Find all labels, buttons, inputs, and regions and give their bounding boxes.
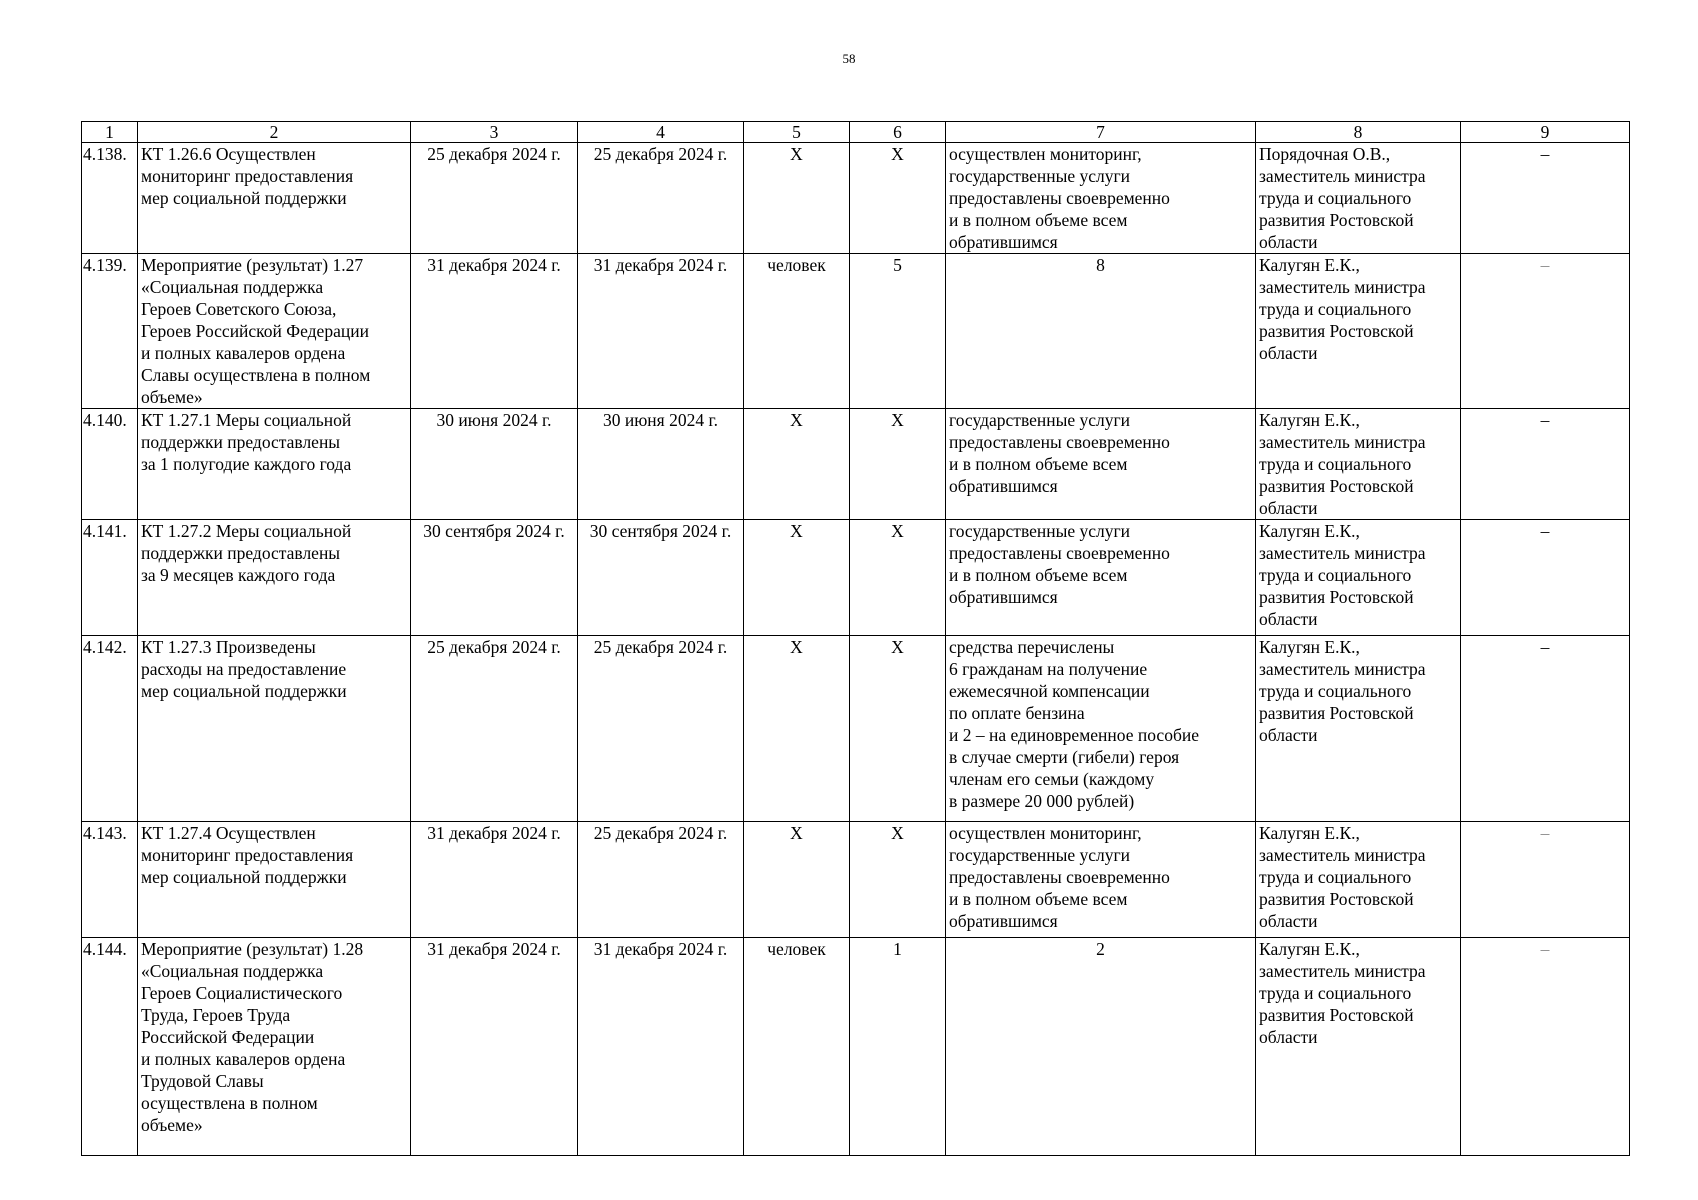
row-responsible: Калугян Е.К., заместитель министра труда и социального развития Ростовской области <box>1256 520 1461 636</box>
table-row <box>82 143 1630 254</box>
row-unit: X <box>744 636 850 822</box>
column-header: 4 <box>578 122 744 143</box>
row-end-date: 25 декабря 2024 г. <box>578 636 744 822</box>
row-responsible: Порядочная О.В., заместитель министра труда и социального развития Ростовской области <box>1256 143 1461 254</box>
row-name: КТ 1.27.3 Произведены расходы на предоставление мер социальной поддержки <box>138 636 411 822</box>
column-header: 3 <box>411 122 578 143</box>
column-header: 6 <box>850 122 946 143</box>
table-row <box>82 938 1630 1156</box>
row-number: 4.140. <box>82 409 138 520</box>
row-responsible: Калугян Е.К., заместитель министра труда и социального развития Ростовской области <box>1256 938 1461 1156</box>
row-unit: X <box>744 409 850 520</box>
table-row <box>82 636 1630 822</box>
table-row <box>82 520 1630 636</box>
row-start-date: 25 декабря 2024 г. <box>411 143 578 254</box>
row-plan: 5 <box>850 254 946 409</box>
row-number: 4.141. <box>82 520 138 636</box>
row-name: КТ 1.27.2 Меры социальной поддержки предоставлены за 9 месяцев каждого года <box>138 520 411 636</box>
row-start-date: 25 декабря 2024 г. <box>411 636 578 822</box>
row-name: Мероприятие (результат) 1.28 «Социальная поддержка Героев Социалистического Труда, Героев Труда Российской Федерации и полных кавалеров ордена Трудовой Славы осуществлена в полном объеме» <box>138 938 411 1156</box>
row-fact: 2 <box>946 938 1256 1156</box>
row-responsible: Калугян Е.К., заместитель министра труда и социального развития Ростовской области <box>1256 409 1461 520</box>
row-note: – <box>1461 254 1630 409</box>
row-fact: государственные услуги предоставлены своевременно и в полном объеме всем обратившимся <box>946 520 1256 636</box>
row-end-date: 25 декабря 2024 г. <box>578 143 744 254</box>
row-number: 4.139. <box>82 254 138 409</box>
row-start-date: 31 декабря 2024 г. <box>411 822 578 938</box>
row-end-date: 30 июня 2024 г. <box>578 409 744 520</box>
row-note: – <box>1461 143 1630 254</box>
page-number: 58 <box>842 51 856 66</box>
row-fact: осуществлен мониторинг, государственные услуги предоставлены своевременно и в полном объеме всем обратившимся <box>946 143 1256 254</box>
row-fact: осуществлен мониторинг, государственные услуги предоставлены своевременно и в полном объеме всем обратившимся <box>946 822 1256 938</box>
row-name: КТ 1.26.6 Осуществлен мониторинг предоставления мер социальной поддержки <box>138 143 411 254</box>
row-fact: государственные услуги предоставлены своевременно и в полном объеме всем обратившимся <box>946 409 1256 520</box>
row-end-date: 25 декабря 2024 г. <box>578 822 744 938</box>
column-header: 9 <box>1461 122 1630 143</box>
row-start-date: 31 декабря 2024 г. <box>411 254 578 409</box>
row-unit: X <box>744 822 850 938</box>
row-start-date: 30 сентября 2024 г. <box>411 520 578 636</box>
report-table <box>81 121 1630 1156</box>
row-name: КТ 1.27.1 Меры социальной поддержки предоставлены за 1 полугодие каждого года <box>138 409 411 520</box>
row-unit: X <box>744 143 850 254</box>
table-row <box>82 409 1630 520</box>
row-plan: X <box>850 822 946 938</box>
column-header: 7 <box>946 122 1256 143</box>
table-row <box>82 822 1630 938</box>
row-unit: X <box>744 520 850 636</box>
row-number: 4.142. <box>82 636 138 822</box>
row-plan: X <box>850 636 946 822</box>
column-header: 2 <box>138 122 411 143</box>
row-note: – <box>1461 520 1630 636</box>
row-plan: X <box>850 143 946 254</box>
column-header: 5 <box>744 122 850 143</box>
row-start-date: 30 июня 2024 г. <box>411 409 578 520</box>
row-fact: 8 <box>946 254 1256 409</box>
row-plan: X <box>850 409 946 520</box>
row-fact: средства перечислены 6 гражданам на получение ежемесячной компенсации по оплате бензина и 2 – на единовременное пособие в случае смерти (гибели) героя членам его семьи (каждому в размере 20 000 рублей) <box>946 636 1256 822</box>
row-plan: 1 <box>850 938 946 1156</box>
row-note: – <box>1461 938 1630 1156</box>
column-header: 1 <box>82 122 138 143</box>
column-header: 8 <box>1256 122 1461 143</box>
row-responsible: Калугян Е.К., заместитель министра труда и социального развития Ростовской области <box>1256 636 1461 822</box>
row-note: – <box>1461 636 1630 822</box>
row-number: 4.143. <box>82 822 138 938</box>
row-start-date: 31 декабря 2024 г. <box>411 938 578 1156</box>
row-end-date: 31 декабря 2024 г. <box>578 938 744 1156</box>
row-responsible: Калугян Е.К., заместитель министра труда и социального развития Ростовской области <box>1256 822 1461 938</box>
row-responsible: Калугян Е.К., заместитель министра труда и социального развития Ростовской области <box>1256 254 1461 409</box>
row-number: 4.138. <box>82 143 138 254</box>
row-note: – <box>1461 822 1630 938</box>
header-row <box>82 122 1630 143</box>
row-number: 4.144. <box>82 938 138 1156</box>
row-end-date: 30 сентября 2024 г. <box>578 520 744 636</box>
row-name: Мероприятие (результат) 1.27 «Социальная поддержка Героев Советского Союза, Героев Российской Федерации и полных кавалеров ордена Славы осуществлена в полном объеме» <box>138 254 411 409</box>
row-end-date: 31 декабря 2024 г. <box>578 254 744 409</box>
row-name: КТ 1.27.4 Осуществлен мониторинг предоставления мер социальной поддержки <box>138 822 411 938</box>
row-plan: X <box>850 520 946 636</box>
row-unit: человек <box>744 254 850 409</box>
row-unit: человек <box>744 938 850 1156</box>
row-note: – <box>1461 409 1630 520</box>
table-row <box>82 254 1630 409</box>
